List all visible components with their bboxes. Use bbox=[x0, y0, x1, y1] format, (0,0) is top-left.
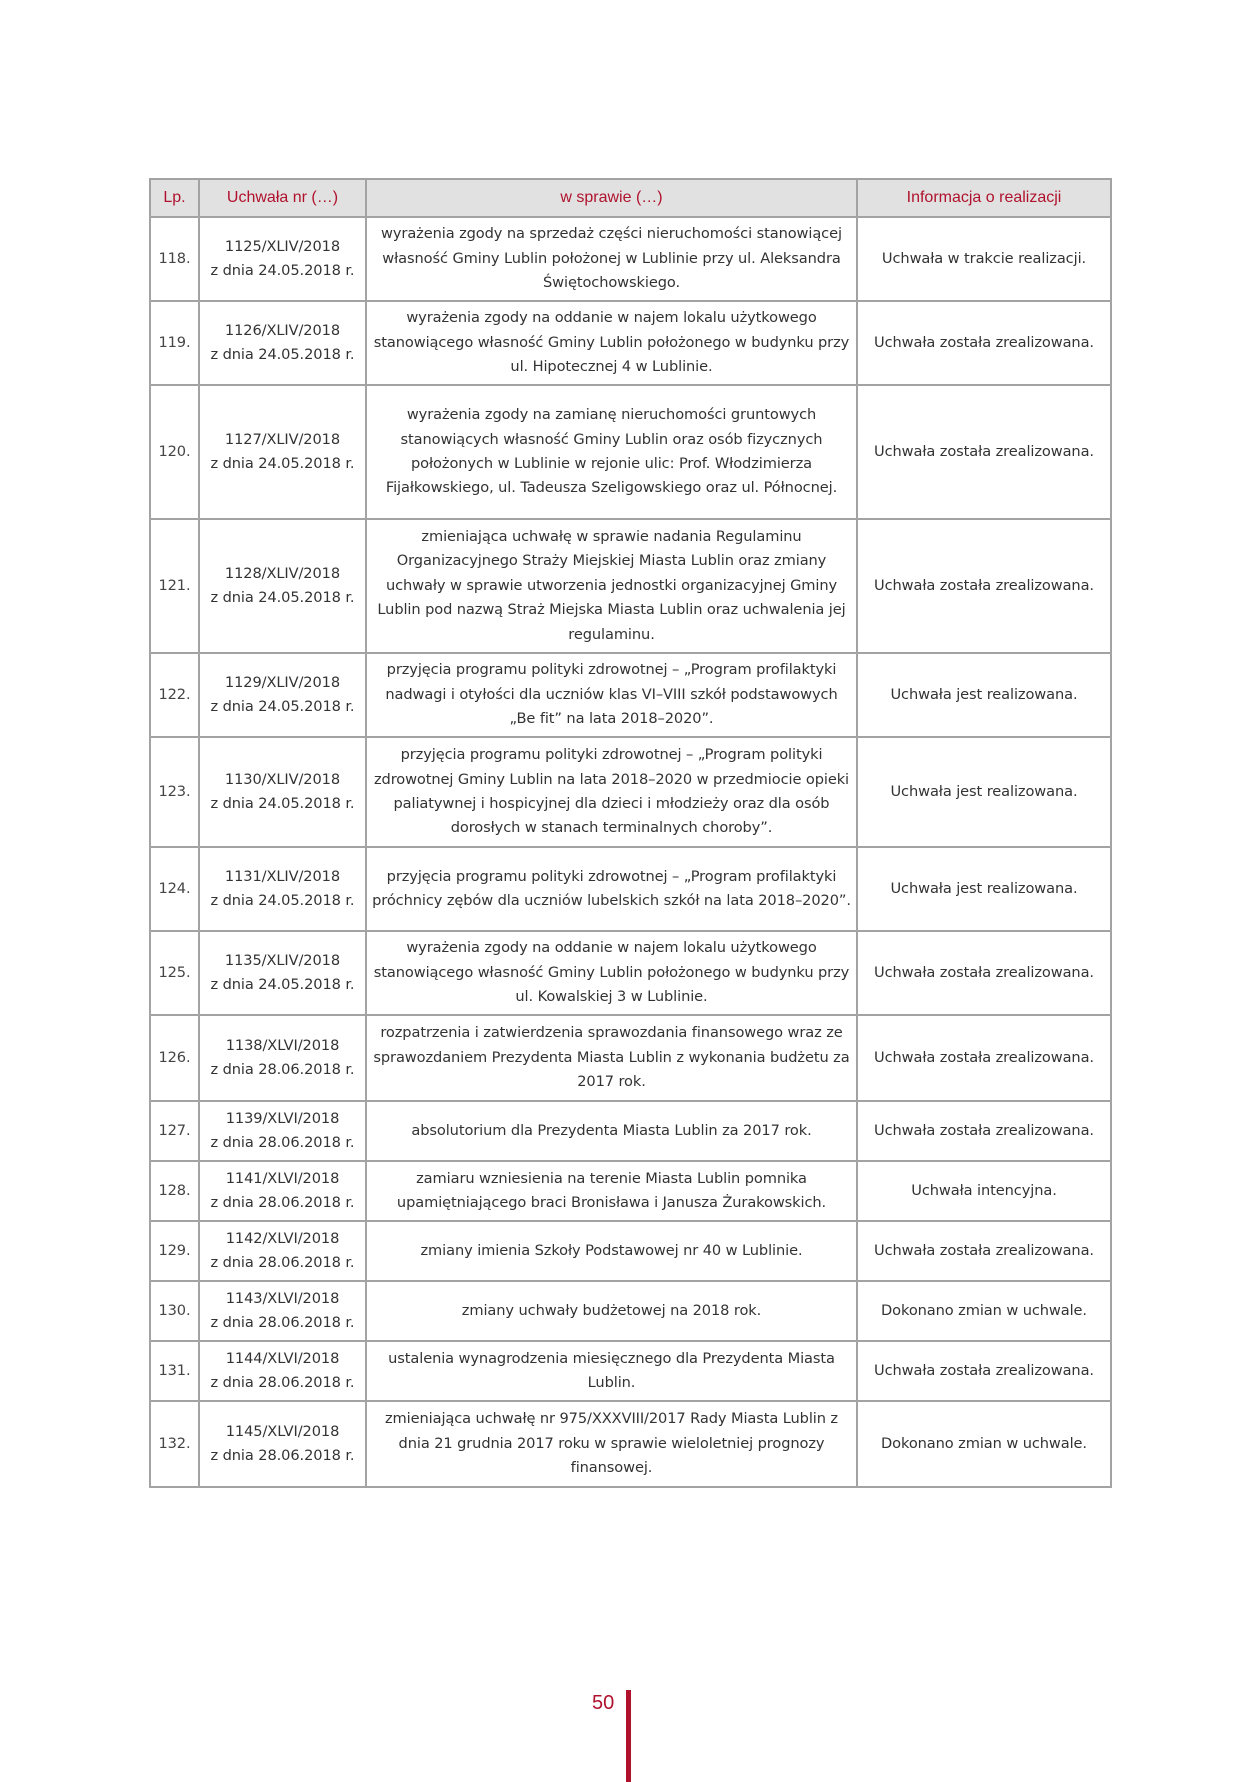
row-status: Uchwała została zrealizowana. bbox=[857, 1221, 1111, 1281]
row-subject: absolutorium dla Prezydenta Miasta Lublin za 2017 rok. bbox=[366, 1101, 857, 1161]
row-subject: wyrażenia zgody na oddanie w najem lokalu użytkowego stanowiącego własność Gminy Lublin położonego w budynku przy ul. Kowalskiej 3 w Lublinie. bbox=[366, 931, 857, 1015]
table-row bbox=[150, 1221, 1111, 1281]
row-lp: 132. bbox=[150, 1401, 199, 1487]
resolution-number: 1139/XLVI/2018 bbox=[225, 1109, 340, 1127]
table-row bbox=[150, 737, 1111, 847]
resolution-date: z dnia 24.05.2018 r. bbox=[210, 795, 355, 812]
row-lp: 130. bbox=[150, 1281, 199, 1341]
table-row bbox=[150, 1341, 1111, 1401]
page-number: 50 bbox=[592, 1692, 615, 1714]
resolution-date: z dnia 28.06.2018 r. bbox=[210, 1061, 355, 1078]
resolution-date: z dnia 24.05.2018 r. bbox=[210, 589, 355, 606]
row-subject: zmieniająca uchwałę w sprawie nadania Regulaminu Organizacyjnego Straży Miejskiej Miasta Lublin oraz zmiany uchwały w sprawie utworzenia jednostki organizacyjnej Gminy Lublin pod nazwą Straż Miejska Miasta Lublin oraz uchwalenia jej regulaminu. bbox=[366, 519, 857, 653]
resolution-date: z dnia 28.06.2018 r. bbox=[210, 1447, 355, 1464]
table-row bbox=[150, 1015, 1111, 1101]
row-lp: 126. bbox=[150, 1015, 199, 1101]
row-status: Uchwała jest realizowana. bbox=[857, 653, 1111, 737]
resolution-date: z dnia 24.05.2018 r. bbox=[210, 698, 355, 715]
resolution-date: z dnia 28.06.2018 r. bbox=[210, 1254, 355, 1271]
row-resolution-number-cell bbox=[199, 1281, 366, 1341]
table-body bbox=[150, 217, 1111, 1487]
row-subject: przyjęcia programu polityki zdrowotnej – „Program polityki zdrowotnej Gminy Lublin na lata 2018–2020 w przedmiocie opieki paliatywnej i hospicyjnej dla dzieci i młodzieży oraz dla osób dorosłych w stanach terminalnych choroby”. bbox=[366, 737, 857, 847]
row-resolution-number-cell bbox=[199, 1401, 366, 1487]
row-lp: 123. bbox=[150, 737, 199, 847]
row-status: Uchwała została zrealizowana. bbox=[857, 1101, 1111, 1161]
row-resolution-number-cell bbox=[199, 217, 366, 301]
row-resolution-number-cell bbox=[199, 1015, 366, 1101]
resolution-number: 1126/XLIV/2018 bbox=[224, 321, 341, 339]
header-subject: w sprawie (…) bbox=[366, 179, 857, 217]
row-lp: 124. bbox=[150, 847, 199, 931]
resolution-date: z dnia 24.05.2018 r. bbox=[210, 892, 355, 909]
row-subject: rozpatrzenia i zatwierdzenia sprawozdania finansowego wraz ze sprawozdaniem Prezydenta Miasta Lublin z wykonania budżetu za 2017 rok. bbox=[366, 1015, 857, 1101]
row-status: Uchwała intencyjna. bbox=[857, 1161, 1111, 1221]
resolution-date: z dnia 28.06.2018 r. bbox=[210, 1374, 355, 1391]
row-resolution-number-cell bbox=[199, 385, 366, 519]
row-subject: zmieniająca uchwałę nr 975/XXXVIII/2017 Rady Miasta Lublin z dnia 21 grudnia 2017 roku w sprawie wieloletniej prognozy finansowej. bbox=[366, 1401, 857, 1487]
table-row bbox=[150, 217, 1111, 301]
table-row bbox=[150, 653, 1111, 737]
table-row bbox=[150, 1281, 1111, 1341]
resolution-number: 1143/XLVI/2018 bbox=[225, 1289, 340, 1307]
row-lp: 119. bbox=[150, 301, 199, 385]
resolution-number: 1135/XLIV/2018 bbox=[224, 951, 341, 969]
row-lp: 120. bbox=[150, 385, 199, 519]
row-subject: przyjęcia programu polityki zdrowotnej – „Program profilaktyki próchnicy zębów dla uczniów lubelskich szkół na lata 2018–2020”. bbox=[366, 847, 857, 931]
row-resolution-number-cell bbox=[199, 931, 366, 1015]
row-resolution-number-cell bbox=[199, 653, 366, 737]
row-resolution-number-cell bbox=[199, 519, 366, 653]
table-row bbox=[150, 519, 1111, 653]
resolution-date: z dnia 24.05.2018 r. bbox=[210, 346, 355, 363]
row-status: Dokonano zmian w uchwale. bbox=[857, 1401, 1111, 1487]
resolution-number: 1141/XLVI/2018 bbox=[225, 1169, 340, 1187]
table-row bbox=[150, 931, 1111, 1015]
page-accent-bar bbox=[626, 1690, 631, 1782]
row-subject: wyrażenia zgody na zamianę nieruchomości gruntowych stanowiących własność Gminy Lublin oraz osób fizycznych położonych w Lublinie w rejonie ulic: Prof. Włodzimierza Fijałkowskiego, ul. Tadeusza Szeligowskiego oraz ul. Północnej. bbox=[366, 385, 857, 519]
resolution-date: z dnia 24.05.2018 r. bbox=[210, 262, 355, 279]
row-resolution-number-cell bbox=[199, 1221, 366, 1281]
row-resolution-number-cell bbox=[199, 737, 366, 847]
resolution-number: 1130/XLIV/2018 bbox=[224, 770, 341, 788]
table-row bbox=[150, 1161, 1111, 1221]
row-lp: 125. bbox=[150, 931, 199, 1015]
resolution-date: z dnia 28.06.2018 r. bbox=[210, 1314, 355, 1331]
resolution-number: 1144/XLVI/2018 bbox=[225, 1349, 340, 1367]
row-resolution-number-cell bbox=[199, 1161, 366, 1221]
row-lp: 127. bbox=[150, 1101, 199, 1161]
table-row bbox=[150, 385, 1111, 519]
row-lp: 129. bbox=[150, 1221, 199, 1281]
resolutions-table bbox=[149, 178, 1112, 1488]
resolution-number: 1145/XLVI/2018 bbox=[225, 1422, 340, 1440]
row-lp: 121. bbox=[150, 519, 199, 653]
row-status: Uchwała została zrealizowana. bbox=[857, 301, 1111, 385]
resolution-number: 1127/XLIV/2018 bbox=[224, 430, 341, 448]
resolution-number: 1142/XLVI/2018 bbox=[225, 1229, 340, 1247]
row-status: Uchwała jest realizowana. bbox=[857, 737, 1111, 847]
table-header-row bbox=[150, 179, 1111, 217]
table-row bbox=[150, 1401, 1111, 1487]
resolution-number: 1129/XLIV/2018 bbox=[224, 673, 341, 691]
row-lp: 118. bbox=[150, 217, 199, 301]
row-subject: zamiaru wzniesienia na terenie Miasta Lublin pomnika upamiętniającego braci Bronisława i Janusza Żurakowskich. bbox=[366, 1161, 857, 1221]
row-subject: ustalenia wynagrodzenia miesięcznego dla Prezydenta Miasta Lublin. bbox=[366, 1341, 857, 1401]
row-status: Uchwała została zrealizowana. bbox=[857, 1015, 1111, 1101]
resolution-date: z dnia 28.06.2018 r. bbox=[210, 1134, 355, 1151]
row-resolution-number-cell bbox=[199, 301, 366, 385]
row-subject: zmiany imienia Szkoły Podstawowej nr 40 w Lublinie. bbox=[366, 1221, 857, 1281]
table-row bbox=[150, 1101, 1111, 1161]
row-status: Uchwała została zrealizowana. bbox=[857, 519, 1111, 653]
row-status: Uchwała jest realizowana. bbox=[857, 847, 1111, 931]
table-row bbox=[150, 847, 1111, 931]
resolution-number: 1138/XLVI/2018 bbox=[225, 1036, 340, 1054]
table-row bbox=[150, 301, 1111, 385]
resolution-date: z dnia 24.05.2018 r. bbox=[210, 976, 355, 993]
row-resolution-number-cell bbox=[199, 1101, 366, 1161]
resolution-number: 1128/XLIV/2018 bbox=[224, 564, 341, 582]
row-status: Uchwała została zrealizowana. bbox=[857, 931, 1111, 1015]
row-subject: przyjęcia programu polityki zdrowotnej – „Program profilaktyki nadwagi i otyłości dla uczniów klas VI–VIII szkół podstawowych „Be fit” na lata 2018–2020”. bbox=[366, 653, 857, 737]
resolution-number: 1131/XLIV/2018 bbox=[224, 867, 341, 885]
row-subject: zmiany uchwały budżetowej na 2018 rok. bbox=[366, 1281, 857, 1341]
header-status: Informacja o realizacji bbox=[857, 179, 1111, 217]
row-resolution-number-cell bbox=[199, 1341, 366, 1401]
row-status: Uchwała została zrealizowana. bbox=[857, 385, 1111, 519]
row-status: Dokonano zmian w uchwale. bbox=[857, 1281, 1111, 1341]
resolution-date: z dnia 24.05.2018 r. bbox=[210, 455, 355, 472]
resolution-number: 1125/XLIV/2018 bbox=[224, 237, 341, 255]
row-resolution-number-cell bbox=[199, 847, 366, 931]
row-status: Uchwała w trakcie realizacji. bbox=[857, 217, 1111, 301]
row-lp: 122. bbox=[150, 653, 199, 737]
header-resolution-number: Uchwała nr (…) bbox=[199, 179, 366, 217]
row-subject: wyrażenia zgody na sprzedaż części nieruchomości stanowiącej własność Gminy Lublin położonej w Lublinie przy ul. Aleksandra Świętochowskiego. bbox=[366, 217, 857, 301]
row-status: Uchwała została zrealizowana. bbox=[857, 1341, 1111, 1401]
row-lp: 131. bbox=[150, 1341, 199, 1401]
row-lp: 128. bbox=[150, 1161, 199, 1221]
row-subject: wyrażenia zgody na oddanie w najem lokalu użytkowego stanowiącego własność Gminy Lublin położonego w budynku przy ul. Hipotecznej 4 w Lublinie. bbox=[366, 301, 857, 385]
header-lp: Lp. bbox=[150, 179, 199, 217]
resolution-date: z dnia 28.06.2018 r. bbox=[210, 1194, 355, 1211]
